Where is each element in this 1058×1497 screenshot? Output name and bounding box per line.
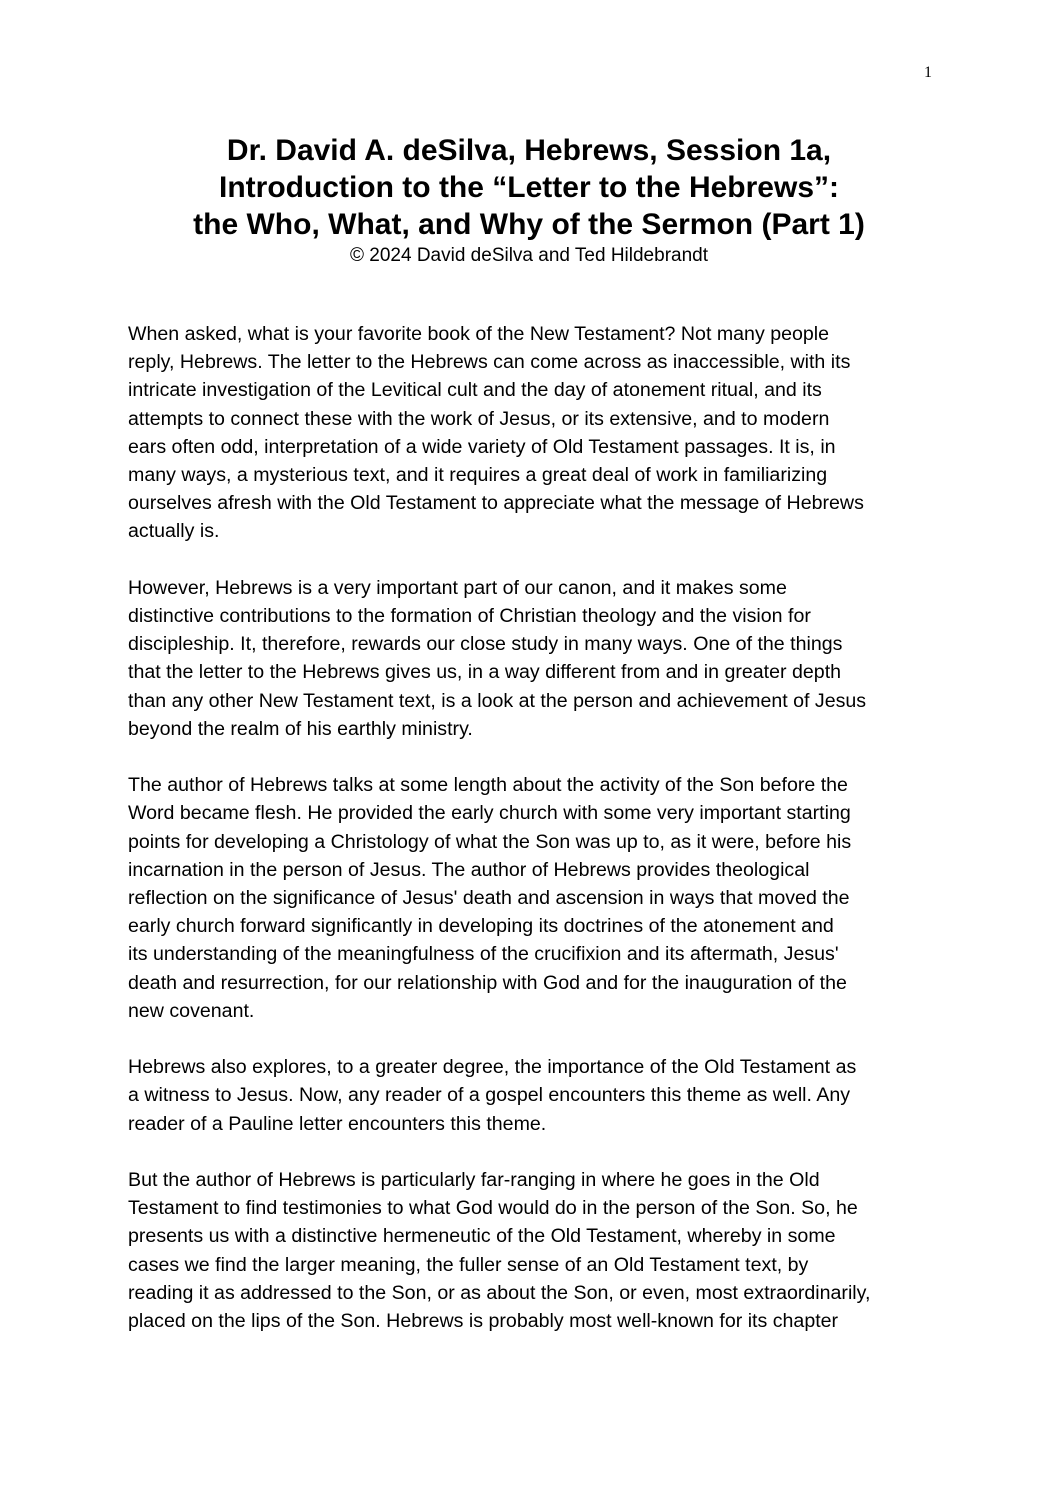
- paragraph: [128, 1166, 943, 1335]
- text-line: than any other New Testament text, is a look at the person and achievement of Jesus: [128, 689, 867, 712]
- title-line: Introduction to the “Letter to the Hebrews”:: [219, 171, 839, 204]
- page-number: 1: [924, 64, 932, 81]
- text-line: Word became flesh. He provided the early church with some very important starting: [128, 802, 851, 825]
- paragraph: [128, 320, 943, 546]
- text-line: distinctive contributions to the formation of Christian theology and the vision for: [128, 605, 811, 628]
- paragraph: [128, 574, 943, 743]
- title-line: Dr. David A. deSilva, Hebrews, Session 1a,: [226, 134, 832, 167]
- text-line: incarnation in the person of Jesus. The author of Hebrews provides theological: [128, 858, 810, 881]
- text-line: Testament to find testimonies to what God would do in the person of the Son. So, he: [128, 1197, 858, 1220]
- text-line: actually is.: [128, 520, 220, 543]
- text-line: When asked, what is your favorite book of the New Testament? Not many people: [128, 323, 830, 345]
- document-body: [128, 320, 943, 1363]
- text-line: many ways, a mysterious text, and it requires a great deal of work in familiarizing: [128, 464, 828, 487]
- text-line: ears often odd, interpretation of a wide variety of Old Testament passages. It is, in: [128, 435, 836, 458]
- text-line: presents us with a distinctive hermeneutic of the Old Testament, whereby in some: [128, 1225, 836, 1248]
- text-line: The author of Hebrews talks at some length about the activity of the Son before the: [128, 774, 848, 797]
- text-line: death and resurrection, for our relationship with God and for the inauguration of the: [128, 971, 847, 994]
- text-line: Hebrews also explores, to a greater degree, the importance of the Old Testament as: [128, 1056, 857, 1079]
- document-header: [0, 132, 1058, 268]
- text-line: early church forward significantly in developing its doctrines of the atonement and: [128, 915, 834, 938]
- text-line: reading it as addressed to the Son, or as about the Son, or even, most extraordinarily,: [128, 1281, 871, 1304]
- text-line: ourselves afresh with the Old Testament to appreciate what the message of Hebrews: [128, 492, 864, 515]
- title-line: the Who, What, and Why of the Sermon (Part 1): [193, 208, 865, 241]
- text-line: However, Hebrews is a very important part of our canon, and it makes some: [128, 576, 787, 599]
- text-line: reader of a Pauline letter encounters this theme.: [128, 1112, 547, 1135]
- text-line: But the author of Hebrews is particularly far-ranging in where he goes in the Old: [128, 1169, 820, 1192]
- text-line: placed on the lips of the Son. Hebrews is probably most well-known for its chapter: [128, 1310, 839, 1333]
- text-line: that the letter to the Hebrews gives us, in a way different from and in greater depth: [128, 661, 842, 684]
- text-line: a witness to Jesus. Now, any reader of a gospel encounters this theme as well. Any: [128, 1084, 851, 1107]
- text-line: points for developing a Christology of what the Son was up to, as it were, before his: [128, 830, 852, 853]
- text-line: beyond the realm of his earthly ministry.: [128, 717, 473, 740]
- copyright-notice: © 2024 David deSilva and Ted Hildebrandt: [350, 245, 708, 266]
- paragraph: [128, 771, 943, 1025]
- paragraph: [128, 1053, 943, 1138]
- text-line: reply, Hebrews. The letter to the Hebrews can come across as inaccessible, with its: [128, 351, 851, 374]
- text-line: intricate investigation of the Levitical cult and the day of atonement ritual, and its: [128, 379, 822, 402]
- text-line: its understanding of the meaningfulness of the crucifixion and its aftermath, Jesus': [128, 943, 839, 966]
- text-line: new covenant.: [128, 999, 255, 1022]
- text-line: discipleship. It, therefore, rewards our close study in many ways. One of the things: [128, 633, 843, 656]
- text-line: cases we find the larger meaning, the fuller sense of an Old Testament text, by: [128, 1253, 809, 1276]
- text-line: reflection on the significance of Jesus' death and ascension in ways that moved the: [128, 887, 850, 910]
- text-line: attempts to connect these with the work of Jesus, or its extensive, and to modern: [128, 407, 830, 430]
